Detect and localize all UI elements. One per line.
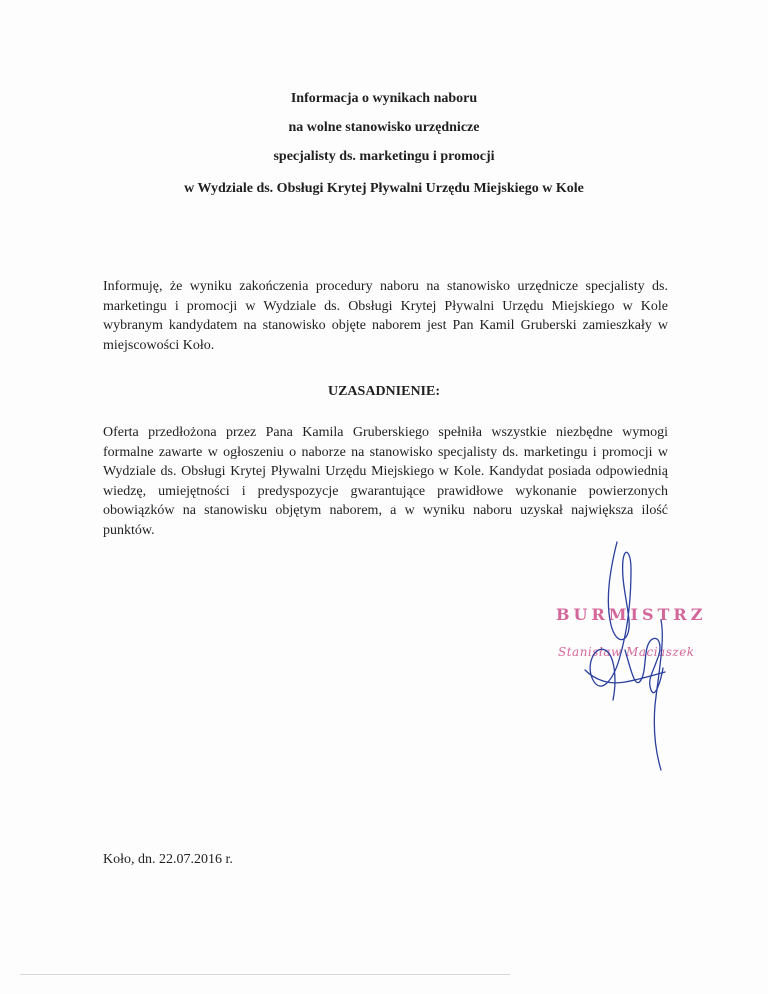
handwritten-signature	[565, 530, 685, 780]
document-header	[0, 84, 768, 203]
header-title-line-1: Informacja o wynikach naboru	[290, 91, 478, 106]
stamp-name: Stanisław Maciaszek	[558, 645, 695, 659]
scan-edge-line	[20, 974, 510, 975]
stamp-title: BURMISTRZ	[556, 605, 707, 624]
header-title-line-3: specjalisty ds. marketingu i promocji	[273, 149, 495, 164]
signature-stroke	[654, 620, 662, 770]
justification-paragraph: Oferta przedłożona przez Pana Kamila Gruberskiego spełniła wszystkie niezbędne wymogi formalne zawarte w ogłoszeniu o naborze na stanowisko specjalisty ds. marketingu i promocji w Wydziale ds. Obsługi Krytej Pływalni Urzędu Miejskiego w Kole. Kandydat posiada odpowiednią wiedzę, umiejętności i predyspozycje gwarantujące prawidłowe wykonanie powierzonych obowiązków na stanowisku objętym naborem, a w wyniku naboru uzyskał największa ilość punktów.	[103, 425, 668, 538]
justification-heading: UZASADNIENIE:	[327, 384, 441, 399]
date-line: Koło, dn. 22.07.2016 r.	[103, 852, 233, 867]
signature-stroke	[590, 542, 631, 700]
announcement-paragraph: Informuję, że wyniku zakończenia procedury naboru na stanowisko urzędnicze specjalisty ds. marketingu i promocji w Wydziale ds. Obsługi Krytej Pływalni Urzędu Miejskiego w Kole wybranym kandydatem na stanowisko objęte naborem jest Pan Kamil Gruberski zamieszkały w miejscowości Koło.	[103, 279, 668, 353]
header-title-line-4: w Wydziale ds. Obsługi Krytej Pływalni Urzędu Miejskiego w Kole	[184, 181, 584, 196]
header-title-line-2: na wolne stanowisko urzędnicze	[288, 120, 480, 135]
